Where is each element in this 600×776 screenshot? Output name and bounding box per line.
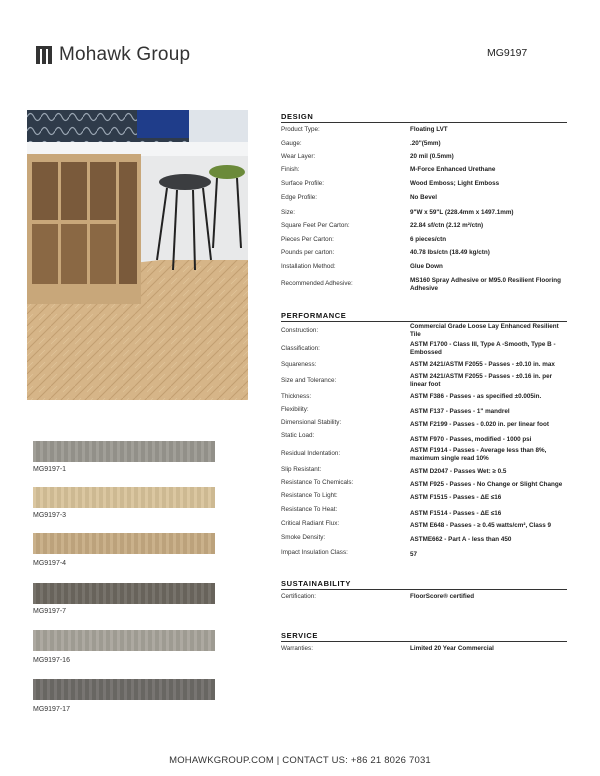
spec-value: ASTM F2199 - Passes - 0.020 in. per linear foot (410, 421, 549, 428)
swatch-label: MG9197-1 (33, 466, 67, 473)
spec-value: Wood Emboss; Light Emboss (410, 180, 500, 187)
swatch-label: MG9197-17 (33, 706, 70, 713)
spec-label: Smoke Density: (281, 534, 326, 541)
spec-label: Pounds per carton: (281, 249, 335, 256)
spec-value: MS160 Spray Adhesive or M95.0 Resilient Flooring Adhesive (410, 277, 561, 292)
spec-value: 20 mil (0.5mm) (410, 153, 454, 160)
spec-value: ASTM F1700 - Class III, Type A -Smooth, Type B - Embossed (410, 341, 556, 356)
swatch-mg9197-3 (33, 487, 215, 508)
spec-value: ASTM F925 - Passes - No Change or Slight Change (410, 481, 563, 488)
swatch-label: MG9197-7 (33, 608, 67, 615)
section-title-design: DESIGN (281, 112, 314, 121)
spec-label: Certification: (281, 593, 316, 600)
spec-label: Critical Radiant Flux: (281, 520, 340, 527)
spec-label: Impact Insulation Class: (281, 549, 348, 556)
swatch-mg9197-4 (33, 533, 215, 554)
spec-label: Surface Profile: (281, 180, 325, 187)
spec-label: Resistance To Heat: (281, 506, 338, 513)
spec-label: Size and Tolerance: (281, 377, 337, 384)
spec-label: Finish: (281, 166, 300, 173)
section-title-performance: PERFORMANCE (281, 311, 347, 320)
spec-value: ASTM D2047 - Passes Wet: ≥ 0.5 (410, 468, 507, 475)
spec-value: ASTM F1514 - Passes - ΔE ≤16 (410, 510, 502, 517)
spec-value: Glue Down (410, 263, 443, 270)
footer-contact: MOHAWKGROUP.COM | CONTACT US: +86 21 8026 7031 (169, 755, 431, 766)
section-divider (281, 589, 567, 590)
swatch-label: MG9197-16 (33, 657, 70, 664)
spec-label: Resistance To Chemicals: (281, 479, 354, 486)
spec-label: Installation Method: (281, 263, 336, 270)
spec-label: Construction: (281, 327, 319, 334)
swatch-label: MG9197-4 (33, 560, 67, 567)
spec-label: Static Load: (281, 432, 315, 439)
spec-label: Squareness: (281, 361, 317, 368)
spec-value: 9"W x 59"L (228.4mm x 1497.1mm) (410, 209, 514, 216)
spec-label: Product Type: (281, 126, 320, 133)
section-divider (281, 122, 567, 123)
spec-label: Edge Profile: (281, 194, 318, 201)
section-divider (281, 321, 567, 322)
spec-label: Warranties: (281, 645, 313, 652)
section-title-sustainability: SUSTAINABILITY (281, 579, 351, 588)
swatch-mg9197-7 (33, 583, 215, 604)
spec-label: Residual Indentation: (281, 450, 341, 457)
spec-value: ASTM 2421/ASTM F2055 - Passes - ±0.10 in. max (410, 361, 555, 368)
spec-value: Limited 20 Year Commercial (410, 645, 494, 652)
mohawk-logo-icon (36, 46, 52, 64)
spec-value: ASTM 2421/ASTM F2055 - Passes - ±0.16 in. per linear foot (410, 373, 553, 388)
spec-label: Pieces Per Carton: (281, 236, 334, 243)
spec-label: Flexibility: (281, 406, 309, 413)
spec-label: Wear Layer: (281, 153, 316, 160)
spec-value: No Bevel (410, 194, 437, 201)
spec-label: Thickness: (281, 393, 312, 400)
swatch-mg9197-1 (33, 441, 215, 462)
spec-value: Floating LVT (410, 126, 448, 133)
swatch-mg9197-17 (33, 679, 215, 700)
spec-value: ASTM F386 - Passes - as specified ±0.005in. (410, 393, 542, 400)
swatch-label: MG9197-3 (33, 512, 67, 519)
spec-label: Resistance To Light: (281, 492, 338, 499)
spec-label: Gauge: (281, 140, 302, 147)
spec-value: 57 (410, 551, 418, 558)
spec-label: Classification: (281, 345, 320, 352)
section-divider (281, 641, 567, 642)
spec-value: ASTM E648 - Passes - ≥ 0.45 watts/cm², Class 9 (410, 522, 552, 529)
spec-value: ASTM F1515 - Passes - ΔE ≤16 (410, 494, 502, 501)
spec-label: Square Feet Per Carton: (281, 222, 350, 229)
swatch-mg9197-16 (33, 630, 215, 651)
product-code: MG9197 (487, 47, 528, 59)
spec-value: ASTM F970 - Passes, modified - 1000 psi (410, 436, 532, 443)
spec-value: M-Force Enhanced Urethane (410, 166, 496, 173)
spec-value: ASTME662 - Part A - less than 450 (410, 536, 512, 543)
brand-name: Mohawk Group (59, 44, 191, 65)
section-title-service: SERVICE (281, 631, 318, 640)
spec-value: 6 pieces/ctn (410, 236, 447, 243)
spec-value: Commercial Grade Loose Lay Enhanced Resilient Tile (410, 323, 559, 338)
brand-logo (36, 44, 190, 66)
spec-label: Dimensional Stability: (281, 419, 342, 426)
spec-label: Size: (281, 209, 295, 216)
spec-label: Recommended Adhesive: (281, 280, 353, 287)
room-scene-image (27, 110, 248, 400)
spec-value: 22.84 sf/ctn (2.12 m²/ctn) (410, 222, 484, 229)
spec-value: ASTM F1914 - Passes - Average less than 8%, maximum single read 10% (410, 447, 547, 462)
spec-value: .20"(5mm) (410, 140, 441, 147)
spec-label: Slip Resistant: (281, 466, 322, 473)
spec-value: ASTM F137 - Passes - 1" mandrel (410, 408, 510, 415)
spec-value: 40.78 lbs/ctn (18.49 kg/ctn) (410, 249, 490, 256)
spec-value: FloorScore® certified (410, 593, 475, 600)
